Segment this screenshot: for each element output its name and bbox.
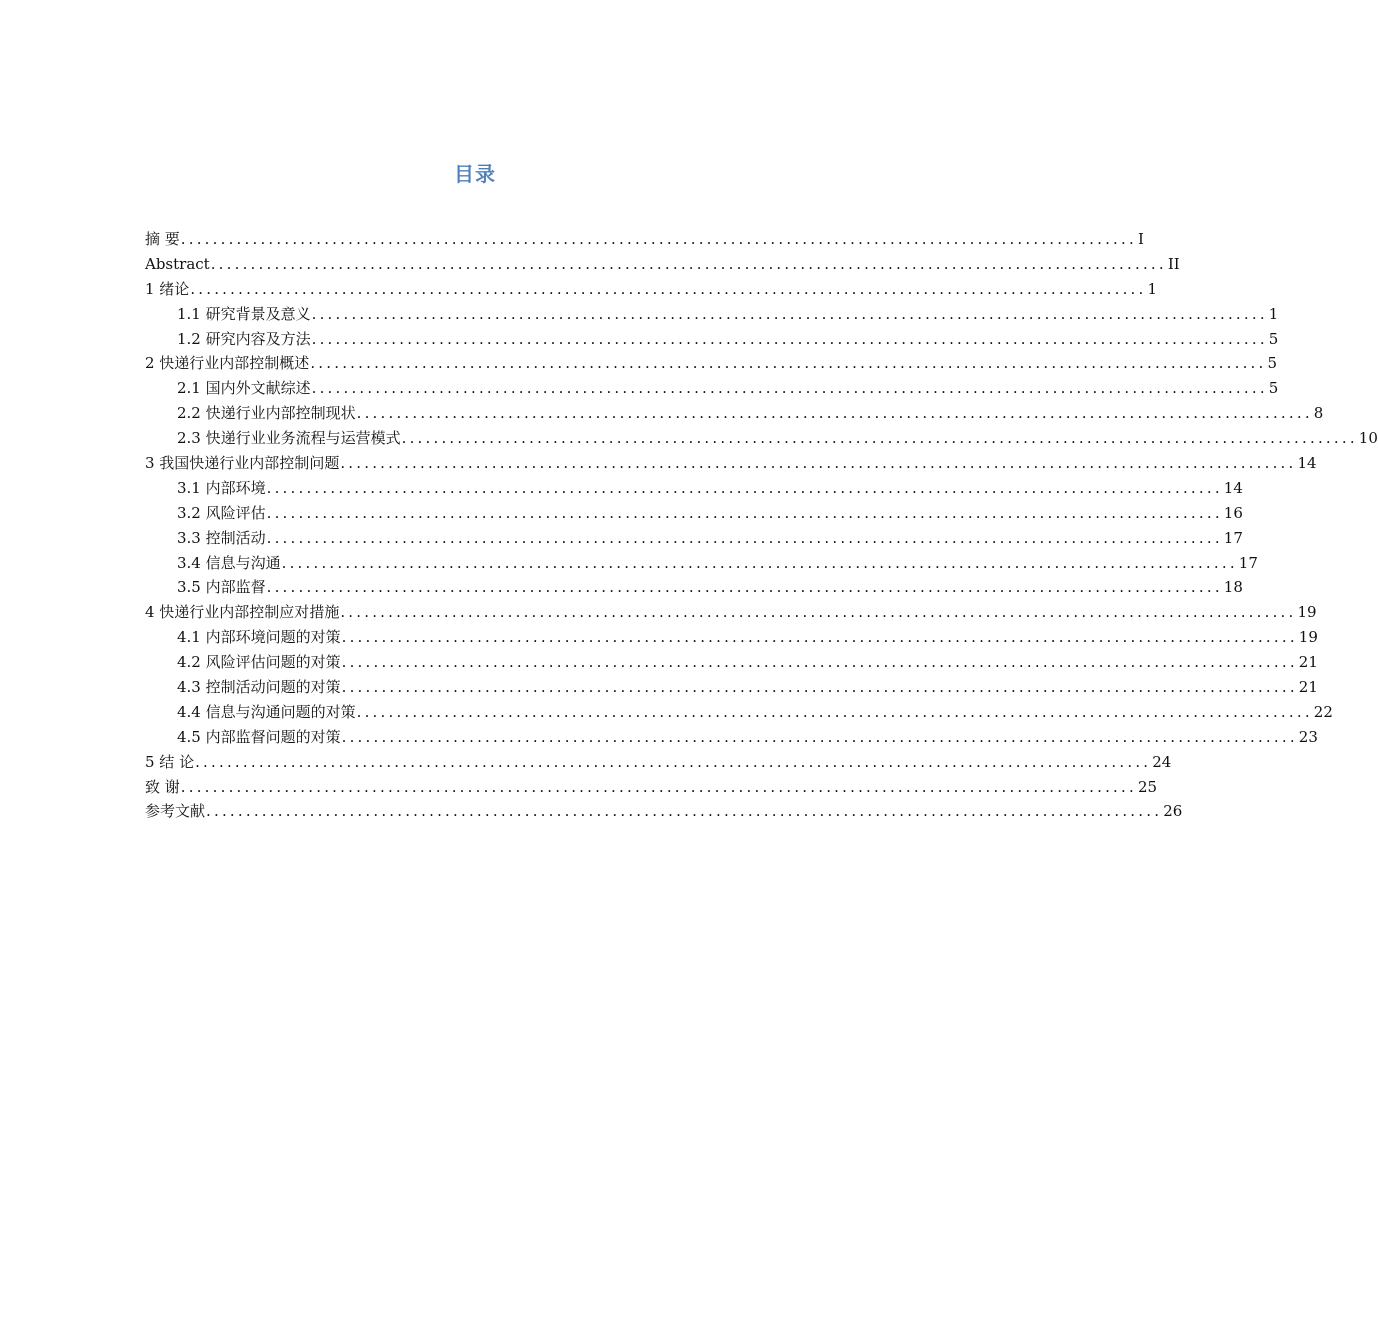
toc-entry[interactable] (145, 526, 1243, 551)
toc-entry[interactable] (145, 476, 1243, 501)
toc-entry[interactable] (145, 650, 1318, 675)
dot-leader: ........................................................................................................................ (340, 454, 1297, 473)
toc-entry-label: Abstract (145, 254, 210, 273)
dot-leader: ........................................................................................................................ (341, 653, 1298, 672)
toc-entry-page-number: 1 (1147, 279, 1158, 298)
dot-leader: ........................................................................................................................ (311, 379, 1268, 398)
dot-leader: ........................................................................................................................ (401, 429, 1358, 448)
toc-entry-label: 致 谢 (145, 777, 180, 796)
toc-entry[interactable] (145, 750, 1172, 775)
toc-entry-label: 2 快递行业内部控制概述 (145, 354, 310, 373)
toc-entry-label: 4.4 信息与沟通问题的对策 (177, 702, 356, 721)
toc-entry[interactable] (145, 551, 1258, 576)
toc-entry[interactable] (145, 600, 1317, 625)
dot-leader: ........................................................................................................................ (266, 578, 1223, 597)
dot-leader: ........................................................................................................................ (310, 354, 1267, 373)
toc-entry[interactable] (145, 351, 1278, 376)
dot-leader: ........................................................................................................................ (341, 727, 1298, 746)
dot-leader: ........................................................................................................................ (266, 478, 1223, 497)
toc-entry[interactable] (145, 625, 1318, 650)
toc-entry-label: 4.3 控制活动问题的对策 (177, 678, 341, 697)
toc-entry[interactable] (145, 277, 1158, 302)
dot-leader: ........................................................................................................................ (210, 254, 1167, 273)
toc-entry[interactable] (145, 327, 1279, 352)
dot-leader: ........................................................................................................................ (180, 777, 1137, 796)
toc-entry[interactable] (145, 675, 1318, 700)
dot-leader: ........................................................................................................................ (190, 279, 1147, 298)
toc-entry-page-number: 23 (1298, 727, 1318, 746)
dot-leader: ........................................................................................................................ (356, 702, 1313, 721)
toc-entry-label: 2.2 快递行业内部控制现状 (177, 404, 356, 423)
toc-entry-label: 4 快递行业内部控制应对措施 (145, 603, 340, 622)
toc-entry-page-number: 19 (1298, 628, 1318, 647)
dot-leader: ........................................................................................................................ (281, 553, 1238, 572)
toc-entry-page-number: 18 (1223, 578, 1243, 597)
toc-entry-page-number: 24 (1152, 752, 1172, 771)
dot-leader: ........................................................................................................................ (340, 603, 1297, 622)
toc-entry-page-number: 14 (1223, 478, 1243, 497)
toc-entry-page-number: 21 (1298, 678, 1318, 697)
dot-leader: ........................................................................................................................ (180, 230, 1137, 248)
toc-entry[interactable] (145, 376, 1279, 401)
toc-entry[interactable] (145, 799, 1183, 824)
toc-entry-page-number: 1 (1268, 304, 1279, 323)
toc-entry[interactable] (145, 426, 1378, 451)
toc-entry-page-number: 14 (1297, 454, 1317, 473)
dot-leader: ........................................................................................................................ (341, 628, 1298, 647)
toc-entry-label: 3.5 内部监督 (177, 578, 266, 597)
toc-entry-label: 摘 要 (145, 230, 180, 248)
toc-entry-page-number: I (1137, 230, 1144, 248)
dot-leader: ........................................................................................................................ (311, 329, 1268, 348)
toc-entry-label: 3.1 内部环境 (177, 478, 266, 497)
toc-entry-page-number: 21 (1298, 653, 1318, 672)
toc-entry-page-number: 10 (1358, 429, 1378, 448)
toc-title: 目录 (454, 162, 496, 186)
toc-entry-label: 4.1 内部环境问题的对策 (177, 628, 341, 647)
toc-entry-page-number: 5 (1268, 379, 1279, 398)
toc-entry-page-number: 8 (1313, 404, 1324, 423)
dot-leader: ........................................................................................................................ (195, 752, 1152, 771)
toc-entry[interactable] (145, 725, 1318, 750)
toc-entry[interactable] (145, 775, 1158, 800)
toc-entry-label: 3 我国快递行业内部控制问题 (145, 454, 340, 473)
toc-entry-label: 2.3 快递行业业务流程与运营模式 (177, 429, 401, 448)
toc-entry-page-number: 5 (1267, 354, 1278, 373)
dot-leader: ........................................................................................................................ (341, 678, 1298, 697)
toc-entry-label: 1.1 研究背景及意义 (177, 304, 311, 323)
toc-entry[interactable] (145, 401, 1324, 426)
toc-entry-page-number: 17 (1223, 528, 1243, 547)
toc-entry-label: 参考文献 (145, 802, 206, 821)
dot-leader: ........................................................................................................................ (356, 404, 1313, 423)
toc-entry-label: 1 绪论 (145, 279, 190, 298)
toc-entry-page-number: 17 (1238, 553, 1258, 572)
toc-entry-label: 5 结 论 (145, 752, 195, 771)
toc-entry-label: 4.2 风险评估问题的对策 (177, 653, 341, 672)
toc-entry-label: 2.1 国内外文献综述 (177, 379, 311, 398)
toc-entry-label: 1.2 研究内容及方法 (177, 329, 311, 348)
toc-entry[interactable] (145, 302, 1279, 327)
toc-entry-page-number: 22 (1313, 702, 1333, 721)
table-of-contents (145, 227, 1378, 824)
toc-entry[interactable] (145, 700, 1333, 725)
toc-entry-page-number: 19 (1297, 603, 1317, 622)
toc-entry-page-number: II (1167, 254, 1180, 273)
toc-entry-label: 3.3 控制活动 (177, 528, 266, 547)
toc-entry-label: 4.5 内部监督问题的对策 (177, 727, 341, 746)
toc-entry[interactable] (145, 451, 1317, 476)
dot-leader: ........................................................................................................................ (266, 528, 1223, 547)
toc-entry[interactable] (145, 252, 1180, 277)
toc-entry-page-number: 5 (1268, 329, 1279, 348)
toc-entry-label: 3.2 风险评估 (177, 503, 266, 522)
dot-leader: ........................................................................................................................ (266, 503, 1223, 522)
toc-entry[interactable] (145, 227, 1144, 252)
toc-entry-label: 3.4 信息与沟通 (177, 553, 281, 572)
toc-entry[interactable] (145, 575, 1243, 600)
toc-entry-page-number: 16 (1223, 503, 1243, 522)
toc-entry[interactable] (145, 501, 1243, 526)
toc-entry-page-number: 26 (1163, 802, 1183, 821)
dot-leader: ........................................................................................................................ (311, 304, 1268, 323)
toc-entry-page-number: 25 (1137, 777, 1158, 796)
dot-leader: ........................................................................................................................ (206, 802, 1163, 821)
